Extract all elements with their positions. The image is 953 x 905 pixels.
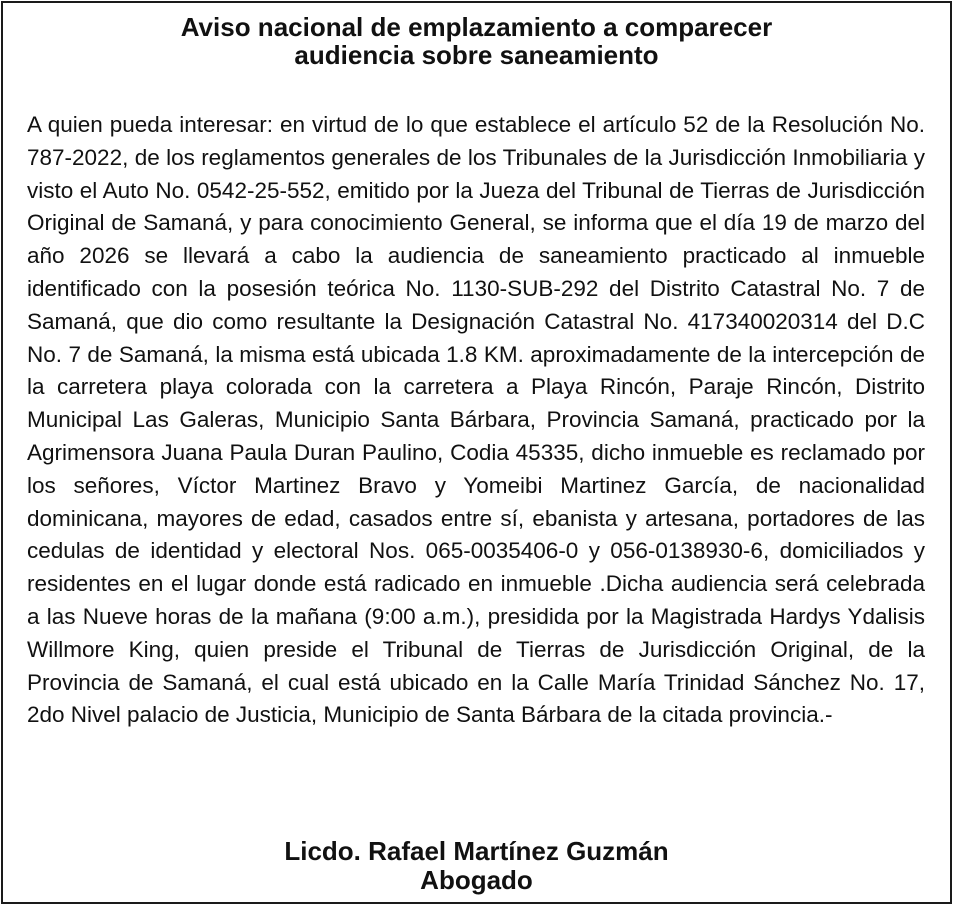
- notice-title-line-1: Aviso nacional de emplazamiento a comparecer: [180, 12, 773, 42]
- notice-body: A quien pueda interesar: en virtud de lo que establece el artículo 52 de la Resolución No. 787-2022, de los reglamentos generales de los Tribunales de la Jurisdicción Inmobiliaria y visto el Auto No. 0542-25-552, emitido por la Jueza del Tribunal de Tierras de Jurisdicción Original de Samaná, y para conocimiento General, se informa que el día 19 de marzo del año 2026 se llevará a cabo la audiencia de saneamiento practicado al inmueble identificado con la posesión teórica No. 1130-SUB-292 del Distrito Catastral No. 7 de Samaná, que dio como resultante la Designación Catastral No. 417340020314 del D.C No. 7 de Samaná, la misma está ubicada 1.8 KM. aproximadamente de la intercepción de la carretera playa colorada con la carretera a Playa Rincón, Paraje Rincón, Distrito Municipal Las Galeras, Municipio Santa Bárbara, Provincia Samaná, practicado por la Agrimensora Juana Paula Duran Paulino, Codia 45335, dicho inmueble es reclamado por los señores, Víctor Martinez Bravo y Yomeibi Martinez García, de nacionalidad dominicana, mayores de edad, casados entre sí, ebanista y artesana, portadores de las cedulas de identidad y electoral Nos. 065-0035406-0 y 056-0138930-6, domiciliados y residentes en el lugar donde está radicado en inmueble .Dicha audiencia será celebrada a las Nueve horas de la mañana (9:00 a.m.), presidida por la Magistrada Hardys Ydalisis Willmore King, quien preside el Tribunal de Tierras de Jurisdicción Original, de la Provincia de Samaná, el cual está ubicado en la Calle María Trinidad Sánchez No. 17, 2do Nivel palacio de Justicia, Municipio de Santa Bárbara de la citada provincia.-: [27, 112, 925, 728]
- signer-name: Licdo. Rafael Martínez Guzmán: [284, 836, 669, 866]
- signature-block: [3, 837, 950, 895]
- signer-title: Abogado: [420, 865, 533, 895]
- notice-title: [3, 13, 950, 69]
- notice-frame: [1, 1, 952, 904]
- notice-title-line-2: audiencia sobre saneamiento: [294, 40, 659, 70]
